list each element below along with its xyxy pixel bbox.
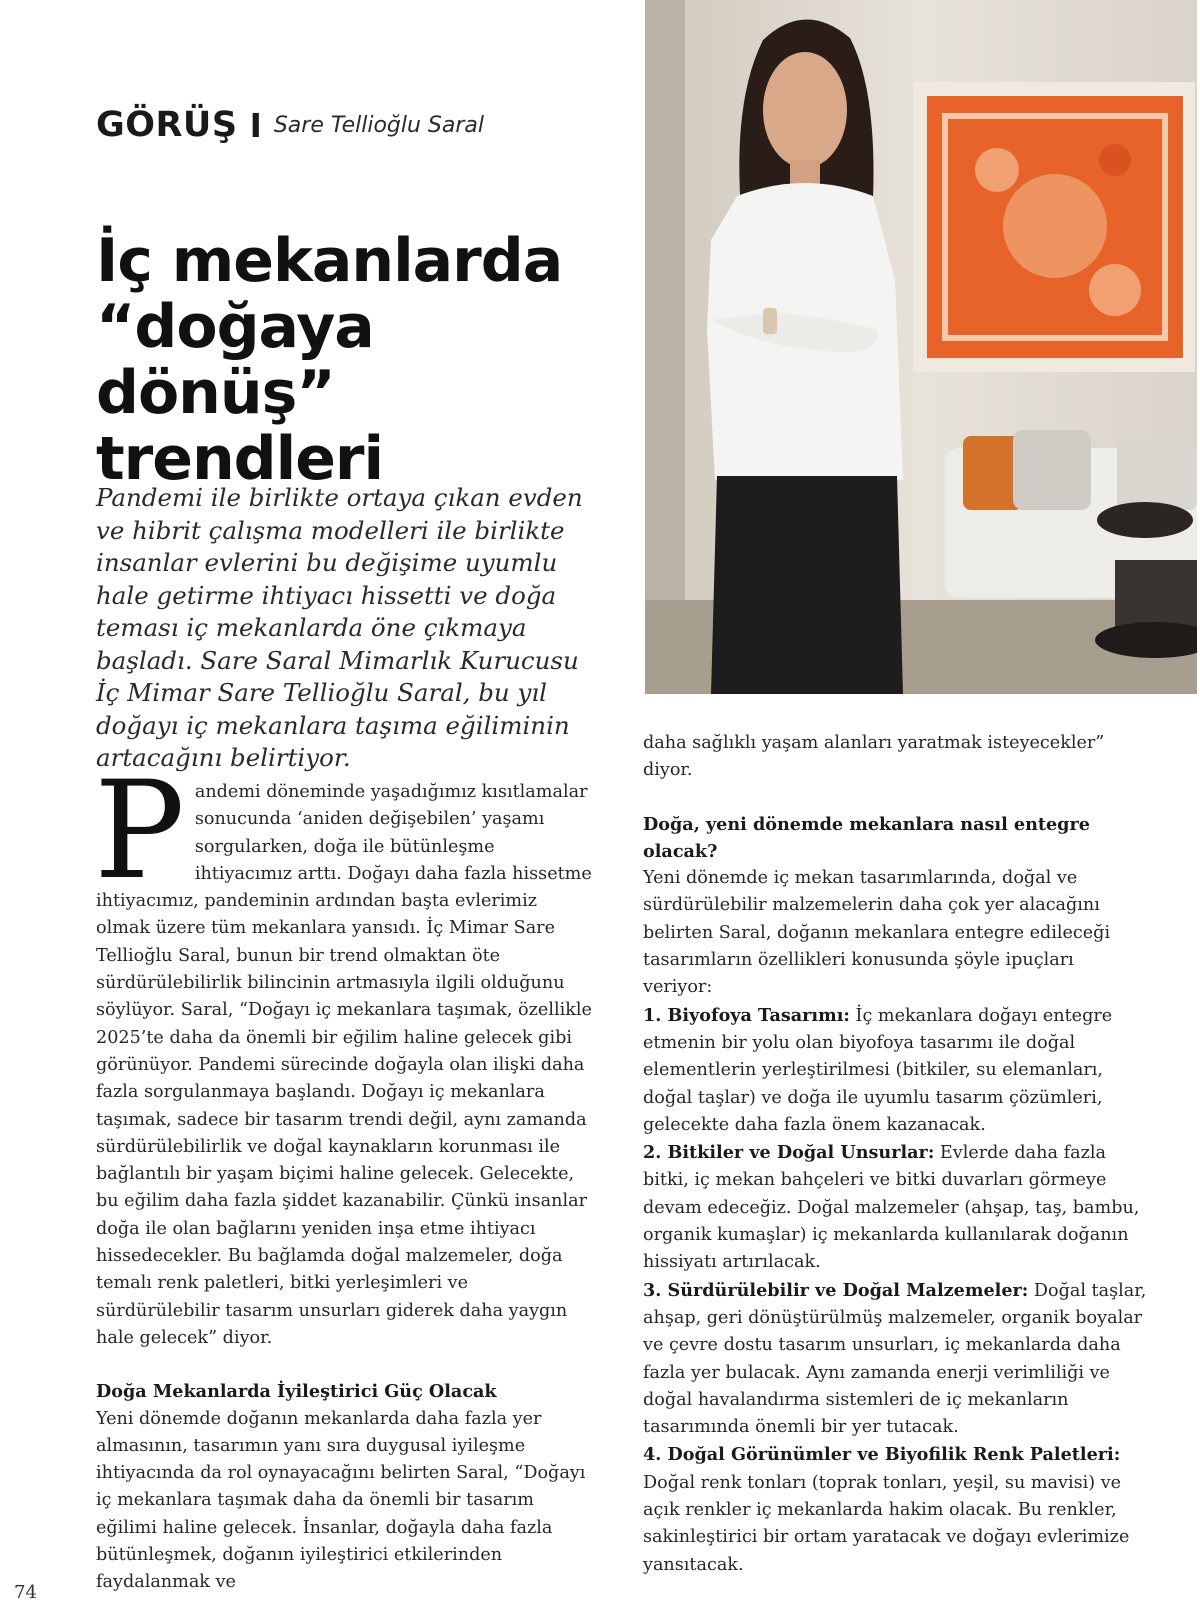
article-lede: Pandemi ile birlikte ortaya çıkan evden ve hibrit çalışma modelleri ile birlikte insanlar evlerini bu değişime uyumlu hale getirme ihtiyacı hissetti ve doğa teması iç mekanlarda öne çıkmaya başladı. Sare Saral Mimarlık Kurucusu İç Mimar Sare Tellioğlu Saral, bu yıl doğayı iç mekanlara taşıma eğiliminin artacağını belirtiyor.	[96, 483, 583, 772]
left-column	[94, 752, 596, 1597]
tip-item	[643, 1277, 1148, 1442]
section-label: GÖRÜŞ	[96, 105, 238, 145]
tip-item	[643, 1002, 1148, 1139]
subheading-question: Doğa, yeni dönemde mekanlara nasıl entegre olacak?	[643, 813, 1090, 862]
healing-paragraph: Yeni dönemde doğanın mekanlarda daha fazla yer almasının, tasarımın yanı sıra duygusal iyileşme ihtiyacında da rol oynayacağını belirten Saral, “Doğayı iç mekanlara taşımak daha da önemli bir tasarım eğilimi haline gelecek. İnsanlar, doğayla daha fazla bütünleşmek, doğanın iyileştirici etkilerinden faydalanmak ve	[96, 1408, 586, 1593]
title-line-2: “doğaya dönüş”	[96, 292, 374, 428]
tip-label: 1. Biyofoya Tasarımı:	[643, 1004, 850, 1026]
drop-cap: P	[94, 752, 185, 909]
spacer	[96, 1352, 596, 1378]
tips-intro: Yeni dönemde iç mekan tasarımlarında, doğal ve sürdürülebilir malzemelerin daha çok yer alacağını belirten Saral, doğanın mekanlara entegre edileceği tasarımların özellikleri konusunda şöyle ipuçları veriyor:	[643, 868, 1111, 998]
tip-text: İç mekanlara doğayı entegre etmenin bir yolu olan biyofoya tasarımı ile doğal elementlerin yerleştirilmesi (bitkiler, su elemanları, doğal taşlar) ve doğa ile uyumlu tasarım çözümleri, gelecekte daha fazla önem kazanacak.	[643, 1005, 1113, 1135]
intro-text: andemi döneminde yaşadığımız kısıtlamalar sonucunda ‘aniden değişebilen’ yaşamı sorgularken, doğa ile bütünleşme ihtiyacımız arttı. Doğayı daha fazla hissetme ihtiyacımız, pandeminin ardından başta evlerimiz olmak üzere tüm mekanlara yansıdı. İç Mimar Sare Tellioğlu Saral, bunun bir trend olmaktan öte sürdürülebilirlik bilincinin artmasıyla ilgili olduğunu söylüyor. Saral, “Doğayı iç mekanlara taşımak, özellikle 2025’te daha da önemli bir eğilim haline gelecek gibi görünüyor. Pandemi sürecinde doğayla olan ilişki daha fazla sorgulanmaya başlandı. Doğayı iç mekanlara taşımak, sadece bir tasarım trendi değil, aynı zamanda sürdürülebilirlik ve doğal kaynakların korunması ile bağlantılı bir yaşam biçimi haline gelecek. Gelecekte, bu eğilim daha fazla şiddet kazanabilir. Çünkü insanlar doğa ile olan bağlarını yeniden inşa etme ihtiyacı hissedecekler. Bu bağlamda doğal malzemeler, doğa temalı renk paletleri, bitki yerleşimleri ve sürdürülebilir tasarım unsurları giderek daha yaygın hale gelecek” diyor.	[96, 782, 592, 1348]
header-separator: I	[249, 105, 262, 145]
spacer	[643, 785, 1148, 811]
tip-item	[643, 1139, 1148, 1276]
author-name: Sare Tellioğlu Saral	[273, 112, 485, 138]
tip-label: 3. Sürdürülebilir ve Doğal Malzemeler:	[643, 1279, 1029, 1301]
portrait-photo	[645, 0, 1197, 694]
tip-text: Doğal taşlar, ahşap, geri dönüştürülmüş malzemeler, organik boyalar ve çevre dostu tasarım unsurları, iç mekanlarda daha fazla yer bulacak. Aynı zamanda enerji verimliliği ve doğal havalandırma sistemleri de iç mekanların tasarımında önemli bir yer tutacak.	[643, 1280, 1147, 1438]
continuation-paragraph: daha sağlıklı yaşam alanları yaratmak isteyecekler” diyor.	[643, 733, 1105, 781]
article-header	[96, 100, 484, 150]
article-title	[96, 228, 616, 492]
title-line-3: trendleri	[96, 424, 384, 494]
tip-text: Evlerde daha fazla bitki, iç mekan bahçeleri ve bitki duvarları görmeye devam edeceğiz. Doğal malzemeler (ahşap, taş, bambu, organik kumaşlar) iç mekanlarda kullanılarak doğanın hissiyatı artırılacak.	[643, 1143, 1140, 1273]
tip-label: 4. Doğal Görünümler ve Biyofilik Renk Paletleri:	[643, 1444, 1121, 1466]
subheading-healing: Doğa Mekanlarda İyileştirici Güç Olacak	[96, 1381, 497, 1403]
page-number: 74	[14, 1582, 37, 1603]
tip-text: Doğal renk tonları (toprak tonları, yeşil, su mavisi) ve açık renkler iç mekanlarda hakim olacak. Bu renkler, sakinleştirici bir ortam yaratacak ve doğayı evlerimize yansıtacak.	[643, 1472, 1130, 1575]
title-line-1: İç mekanlarda	[96, 226, 563, 296]
intro-paragraph	[94, 752, 596, 1352]
tip-item	[643, 1441, 1148, 1578]
tip-label: 2. Bitkiler ve Doğal Unsurlar:	[643, 1142, 935, 1164]
right-column	[643, 730, 1148, 1579]
